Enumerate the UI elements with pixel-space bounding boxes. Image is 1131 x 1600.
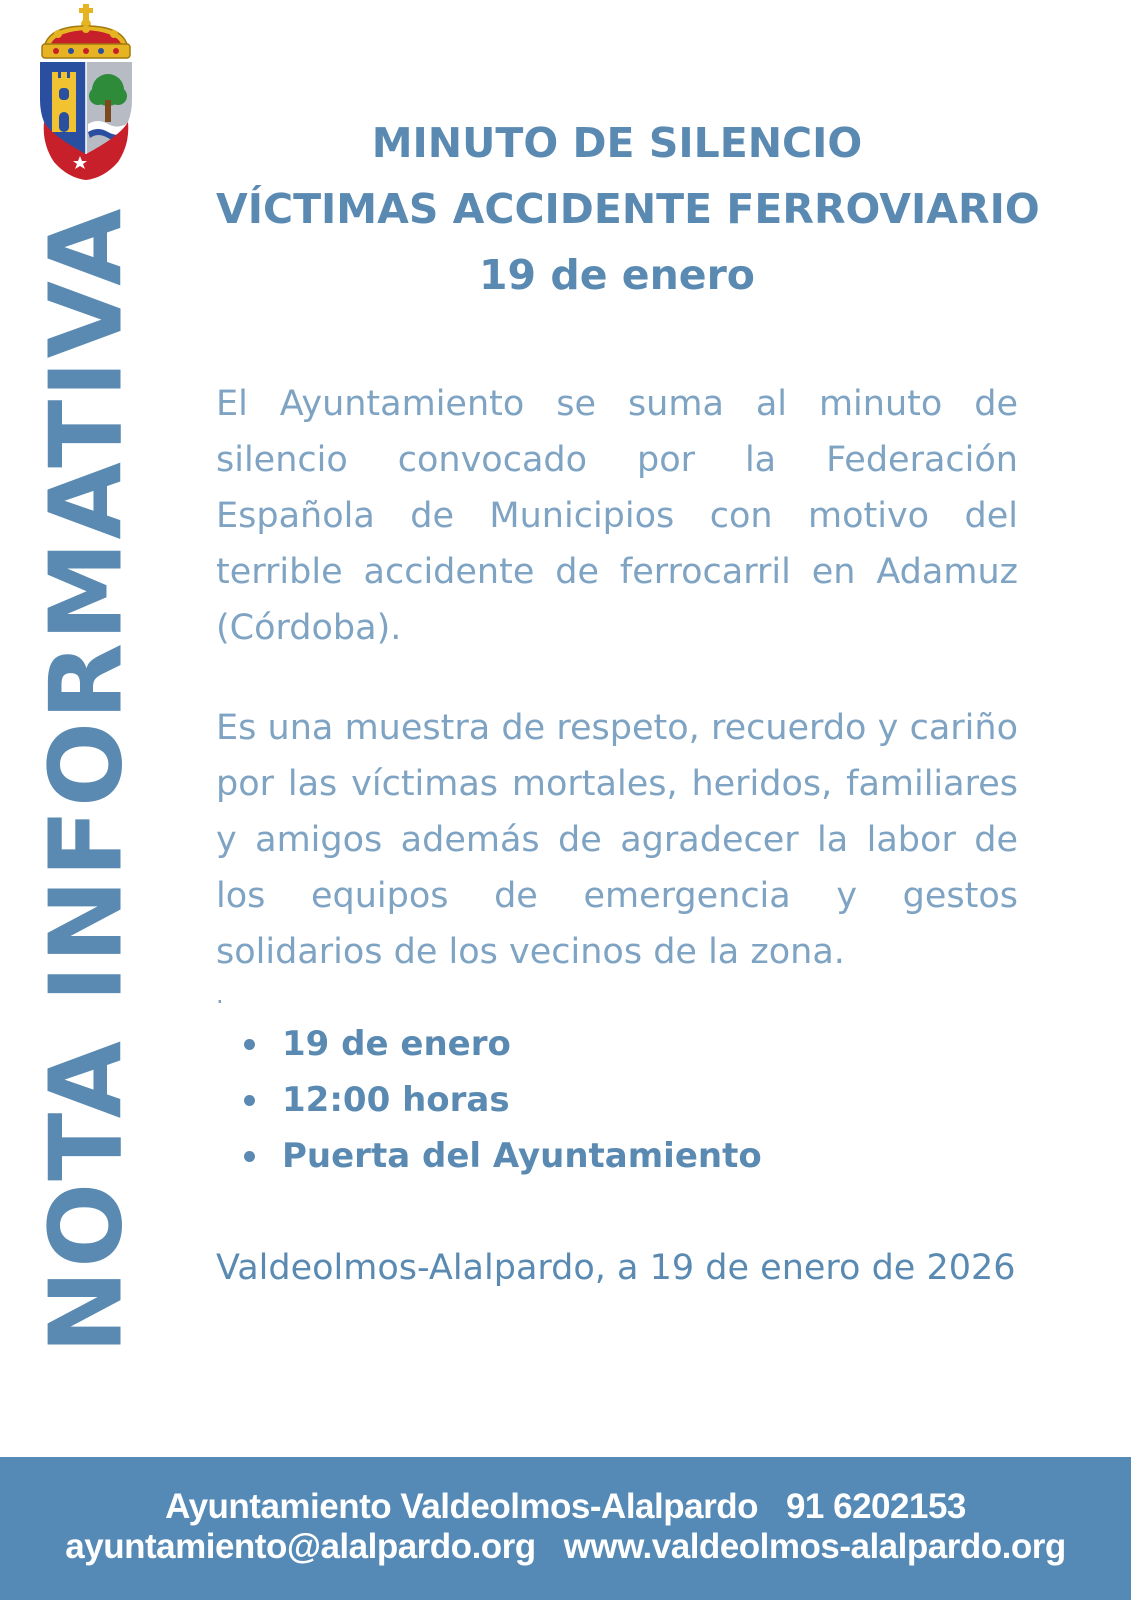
bullet-icon [244,1039,255,1050]
detail-item-location [244,1128,1018,1184]
place-date-signature: Valdeolmos-Alalpardo, a 19 de enero de 2026 [216,1248,1016,1288]
heading-line-2: VÍCTIMAS ACCIDENTE FERROVIARIO [216,185,1040,233]
heading-line-1: MINUTO DE SILENCIO [371,119,863,167]
bullet-icon [244,1095,255,1106]
footer-phone[interactable]: 91 6202153 [785,1487,966,1526]
footer-email[interactable]: ayuntamiento@alalpardo.org [65,1527,536,1566]
footer-org-name: Ayuntamiento Valdeolmos-Alalpardo [165,1487,758,1526]
footer-line-2 [0,1527,1131,1567]
page-heading [216,110,1040,308]
detail-item-time [244,1072,1018,1128]
detail-text: 19 de enero [282,1024,511,1064]
contact-footer [0,1457,1131,1600]
bullet-icon [244,1151,255,1162]
detail-item-date [244,1016,1018,1072]
footer-line-1 [0,1487,1131,1527]
event-details-list [216,1016,1018,1184]
side-title: NOTA INFORMATIVA [27,206,145,1354]
paragraph-tribute: Es una muestra de respeto, recuerdo y cariño por las víctimas mortales, heridos, familiares y amigos además de agradecer la labor de los equipos de emergencia y gestos solidarios de los vecinos de la zona. [216,708,1018,972]
main-content [216,110,1040,1296]
coat-of-arms-logo [38,4,134,182]
footer-website[interactable]: www.valdeolmos-alalpardo.org [563,1527,1066,1566]
detail-text: 12:00 horas [282,1080,510,1120]
detail-text: Puerta del Ayuntamiento [282,1136,762,1176]
heading-line-3: 19 de enero [479,251,755,299]
stray-dot: . [216,981,224,1009]
paragraph-announcement: El Ayuntamiento se suma al minuto de silencio convocado por la Federación Española de Municipios con motivo del terrible accidente de ferrocarril en Adamuz (Córdoba). [216,384,1018,648]
